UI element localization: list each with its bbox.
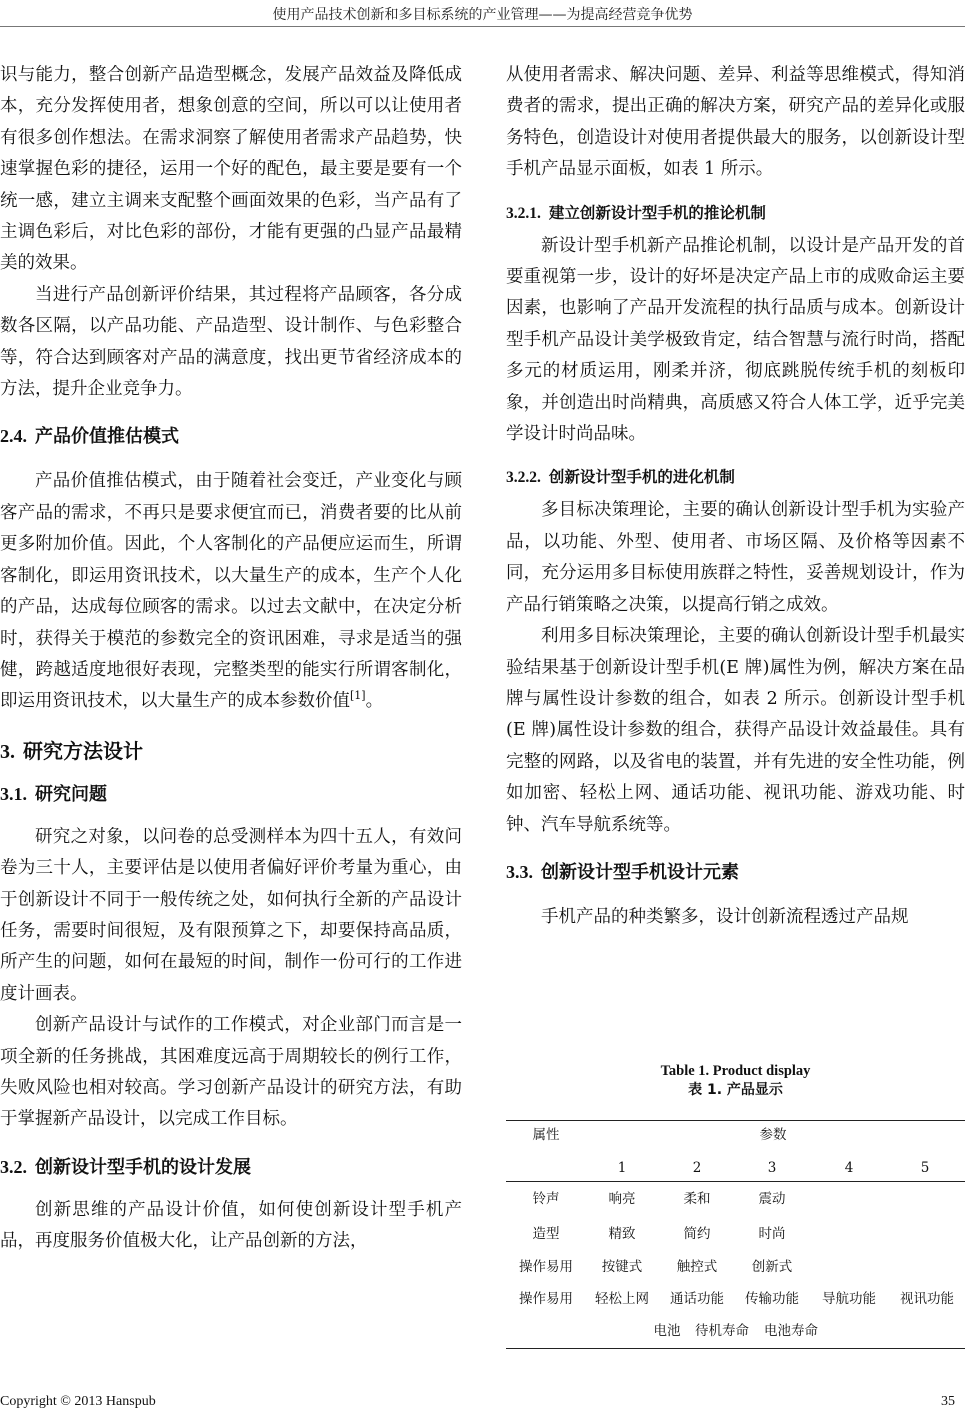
running-head: 使用产品技术创新和多目标系统的产业管理——为提高经营竞争优势 bbox=[272, 7, 693, 23]
paragraph-text: 。 bbox=[365, 691, 384, 712]
paragraph: 研究之对象，以问卷的总受测样本为四十五人，有效问卷为三十人，主要评估是以使用者偏好评价考量为重心，由于创新设计不同于一般传统之处，如何执行全新的产品设计任务，需要时间很短，及有限预算之下，却要保持高品质，所产生的问题，如何在最短的时间，制作一份可行的工作进度计画表。 bbox=[0, 826, 462, 1004]
table-cell-attr: 铃声 bbox=[532, 1191, 560, 1207]
table-col-number: 1 bbox=[617, 1160, 627, 1176]
paragraph: 识与能力，整合创新产品造型概念，发展产品效益及降低成本，充分发挥使用者，想象创意的空间，所以可以让使用者有很多创作想法。在需求洞察了解使用者需求产品趋势，快速掌握色彩的捷径，运用一个好的配色，最主要是要有一个统一感，建立主调来支配整个画面效果的色彩，当产品有了主调色彩后，对比色彩的部份，才能有更强的凸显产品最精美的效果。 bbox=[0, 65, 462, 274]
table-cell-attr: 操作易用 bbox=[519, 1291, 573, 1307]
table-cell: 视讯功能 bbox=[900, 1291, 954, 1307]
section-title: 研究方法设计 bbox=[23, 738, 143, 763]
section-heading-3-2-1 bbox=[506, 200, 965, 227]
paragraph: 利用多目标决策理论，主要的确认创新设计型手机最实验结果基于创新设计型手机(E 牌)属性为例，解决方案在品牌与属性设计参数的组合，如表 2 所示。创新设计型手机(E 牌)属性设计参数的组合，获得产品设计效益最佳。具有完整的网路，以及省电的装置，并有先进的安全性功能，例如加密、轻松上网、通话功能、视讯功能、游戏功能、时钟、汽车导航系统等。 bbox=[506, 626, 965, 835]
table-col-number: 4 bbox=[844, 1160, 854, 1176]
section-number: 3.2. bbox=[0, 1156, 27, 1177]
left-column bbox=[0, 60, 462, 1258]
section-number: 2.4. bbox=[0, 426, 27, 447]
table-header-attr: 属性 bbox=[532, 1127, 560, 1143]
footer-copyright: Copyright © 2013 Hanspub bbox=[0, 1394, 156, 1409]
table-top-rule bbox=[506, 1120, 965, 1121]
table-cell: 简约 bbox=[683, 1226, 711, 1242]
section-title: 研究问题 bbox=[35, 783, 107, 805]
table-col-number: 5 bbox=[920, 1160, 930, 1176]
table-cell: 响亮 bbox=[608, 1191, 636, 1207]
paragraph: 创新产品设计与试作的工作模式，对企业部门而言是一项全新的任务挑战，其困难度远高于周期较长的例行工作，失败风险也相对较高。学习创新产品设计的研究方法，有助于掌握新产品设计，以完成工作目标。 bbox=[0, 1015, 462, 1130]
header-rule bbox=[0, 26, 965, 27]
section-heading-2-4 bbox=[0, 421, 462, 452]
section-heading-3-3 bbox=[506, 857, 965, 888]
table-cell: 导航功能 bbox=[822, 1291, 876, 1307]
table-caption-cn: 表 1. 产品显示 bbox=[688, 1082, 783, 1098]
table-caption-en: Table 1. Product display bbox=[660, 1063, 811, 1079]
table-cell: 电池 bbox=[653, 1323, 681, 1339]
table-cell: 待机寿命 bbox=[695, 1323, 749, 1339]
right-column bbox=[506, 60, 965, 933]
section-title: 创新设计型手机设计元素 bbox=[541, 861, 739, 883]
paragraph: 创新思维的产品设计价值，如何使创新设计型手机产品，再度服务价值极大化，让产品创新的方法， bbox=[0, 1199, 462, 1252]
section-number: 3.1. bbox=[0, 783, 27, 804]
section-title: 创新设计型手机的进化机制 bbox=[548, 468, 735, 487]
paragraph: 从使用者需求、解决问题、差异、利益等思维模式，得知消费者的需求，提出正确的解决方案，研究产品的差异化或服务特色，创造设计对使用者提供最大的服务，以创新设计型手机产品显示面板，如表 1 所示。 bbox=[506, 65, 965, 180]
section-number: 3.2.2. bbox=[506, 469, 541, 487]
table-bottom-rule bbox=[506, 1348, 965, 1349]
paragraph: 手机产品的种类繁多，设计创新流程透过产品规 bbox=[541, 906, 909, 927]
table-cell: 通话功能 bbox=[670, 1291, 724, 1307]
section-heading-3-1 bbox=[0, 779, 462, 810]
table-col-number: 2 bbox=[692, 1160, 702, 1176]
table-cell: 电池寿命 bbox=[764, 1323, 818, 1339]
section-title: 建立创新设计型手机的推论机制 bbox=[548, 203, 766, 222]
table-cell: 传输功能 bbox=[745, 1291, 799, 1307]
table-col-number: 3 bbox=[767, 1160, 777, 1176]
table-cell: 创新式 bbox=[751, 1259, 793, 1275]
section-heading-3-2 bbox=[0, 1152, 462, 1183]
section-number: 3.2.1. bbox=[506, 204, 541, 222]
table-cell: 震动 bbox=[758, 1191, 786, 1207]
table-cell-attr: 造型 bbox=[532, 1226, 560, 1242]
citation-ref: [1] bbox=[350, 689, 366, 703]
table-cell: 时尚 bbox=[758, 1226, 786, 1242]
table-cell: 按键式 bbox=[601, 1259, 643, 1275]
paragraph: 多目标决策理论，主要的确认创新设计型手机为实验产品，以功能、外型、使用者、市场区隔、及价格等因素不同，充分运用多目标使用族群之特性，妥善规划设计，作为产品行销策略之决策，以提高行销之成效。 bbox=[506, 500, 965, 615]
section-title: 产品价值推估模式 bbox=[35, 426, 179, 448]
table-cell-attr: 操作易用 bbox=[519, 1259, 573, 1275]
section-heading-3 bbox=[0, 736, 462, 767]
section-number: 3. bbox=[0, 740, 15, 763]
paragraph bbox=[0, 466, 462, 717]
paragraph-text: 产品价值推估模式，由于随着社会变迁，产业变化与顾客产品的需求，不再只是要求便宜而已，消费者要的比从前更多附加价值。因此，个人客制化的产品便应运而生，所谓客制化，即运用资讯技术，以大量生产的成本，生产个人化的产品，达成每位顾客的需求。以过去文献中，在决定分析时，获得关于模范的参数完全的资讯困难，寻求是适当的强健，跨越适度地很好表现，完整类型的能实行所谓客制化，即运用资讯技术，以大量生产的成本参数价值 bbox=[0, 471, 462, 712]
page-number: 35 bbox=[941, 1394, 955, 1409]
section-title: 创新设计型手机的设计发展 bbox=[35, 1156, 251, 1178]
table-cell: 柔和 bbox=[683, 1191, 711, 1207]
paragraph: 当进行产品创新评价结果，其过程将产品顾客，各分成数各区隔，以产品功能、产品造型、设计制作、与色彩整合等，符合达到顾客对产品的满意度，找出更节省经济成本的方法，提升企业竞争力。 bbox=[0, 284, 462, 400]
table-cell: 精致 bbox=[608, 1226, 636, 1242]
section-heading-3-2-2 bbox=[506, 464, 965, 491]
table-cell: 触控式 bbox=[676, 1259, 718, 1275]
table-header-param: 参数 bbox=[759, 1127, 787, 1143]
table-1 bbox=[506, 1062, 965, 1339]
paragraph: 新设计型手机新产品推论机制，以设计是产品开发的首要重视第一步，设计的好坏是决定产品上市的成败命运主要因素，也影响了产品开发流程的执行品质与成本。创新设计型手机产品设计美学极致肯定，结合智慧与流行时尚，搭配多元的材质运用，刚柔并济，彻底跳脱传统手机的刻板印象，并创造出时尚精典，高质感又符合人体工学，近乎完美学设计时尚品味。 bbox=[506, 235, 965, 445]
table-cell: 轻松上网 bbox=[595, 1291, 649, 1307]
table-header-rule bbox=[506, 1181, 965, 1182]
section-number: 3.3. bbox=[506, 861, 533, 882]
